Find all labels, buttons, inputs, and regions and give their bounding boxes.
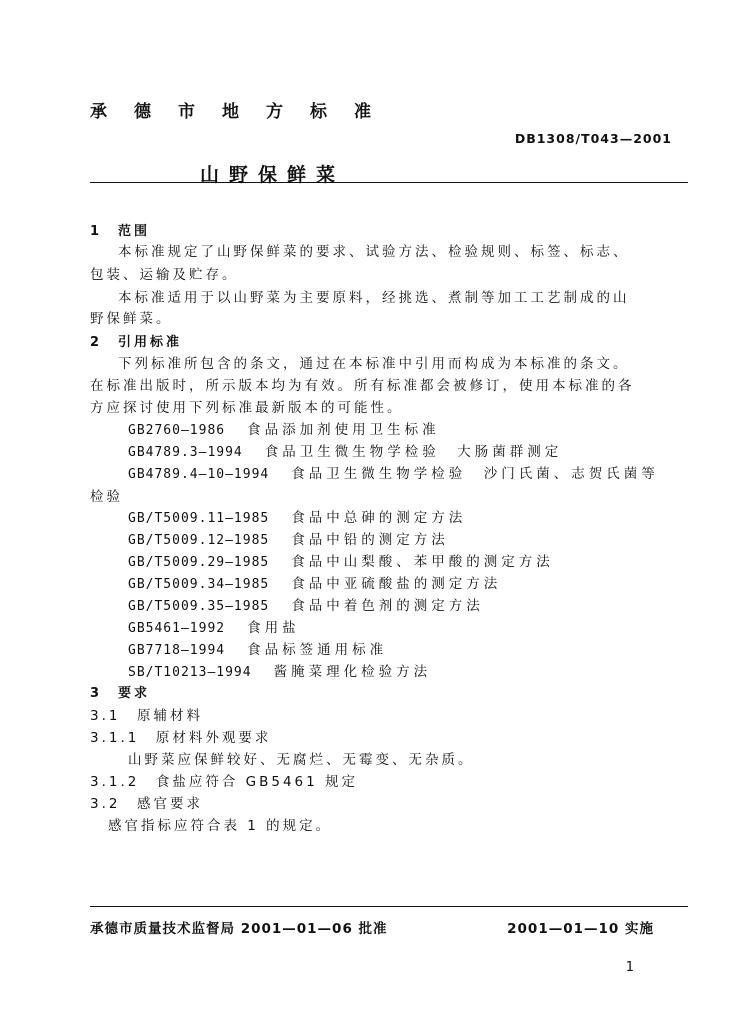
reference-item <box>128 418 440 438</box>
reference-item <box>128 462 659 482</box>
implementation-date: 2001—01—10 实施 <box>507 921 654 937</box>
section-3-2-heading: 3.2 感官要求 <box>90 796 203 812</box>
reference-name: 食品中铅的测定方法 <box>291 532 449 548</box>
reference-item <box>128 594 484 614</box>
reference-code: GB5461—1992 <box>128 621 226 636</box>
page-number: 1 <box>625 960 634 975</box>
section-1-paragraph-1-line-2: 包装、运输及贮存。 <box>90 267 239 283</box>
reference-code: GB2760—1986 <box>128 423 226 438</box>
section-3-1-heading: 3.1 原辅材料 <box>90 708 203 724</box>
section-1-paragraph-2-line-2: 野保鲜菜。 <box>90 311 173 327</box>
reference-item <box>128 528 449 548</box>
reference-item <box>128 572 501 592</box>
reference-item <box>128 660 431 680</box>
document-title: 山野保鲜菜 <box>200 164 346 186</box>
reference-code: SB/T10213—1994 <box>128 665 252 680</box>
section-2-paragraph-line-2: 在标准出版时，所示版本均为有效。所有标准都会被修订，使用本标准的各 <box>90 378 635 394</box>
reference-continuation: 检验 <box>90 489 123 505</box>
reference-code: GB/T5009.12—1985 <box>128 533 270 548</box>
reference-code: GB4789.3—1994 <box>128 445 243 460</box>
footer-divider <box>90 906 688 907</box>
issuing-authority: 承德市地方标准 <box>90 102 398 122</box>
reference-name: 食品标签通用标准 <box>247 642 388 658</box>
section-1-paragraph-2-line-1: 本标准适用于以山野菜为主要原料，经挑选、煮制等加工工艺制成的山 <box>118 290 630 306</box>
section-3-1-1-heading: 3.1.1 原材料外观要求 <box>90 730 272 746</box>
standard-number: DB1308/T043—2001 <box>514 131 672 146</box>
reference-item <box>128 550 554 570</box>
reference-name: 食品卫生微生物学检验 大肠菌群测定 <box>264 444 563 460</box>
reference-code: GB/T5009.34—1985 <box>128 577 270 592</box>
reference-name: 酱腌菜理化检验方法 <box>273 664 432 680</box>
section-1-paragraph-1-line-1: 本标准规定了山野保鲜菜的要求、试验方法、检验规则、标签、标志、 <box>118 244 630 260</box>
reference-item <box>128 440 562 460</box>
reference-name: 食品添加剂使用卫生标准 <box>247 422 440 438</box>
reference-name: 食品中着色剂的测定方法 <box>291 598 484 614</box>
reference-name: 食品卫生微生物学检验 沙门氏菌、志贺氏菌等 <box>291 466 659 482</box>
reference-item <box>128 638 387 658</box>
reference-code: GB7718—1994 <box>128 643 226 658</box>
section-2-paragraph-line-1: 下列标准所包含的条文，通过在本标准中引用而构成为本标准的条文。 <box>118 356 630 372</box>
section-3-heading: 3 要求 <box>90 686 151 701</box>
reference-item <box>128 506 466 526</box>
reference-name: 食用盐 <box>247 620 300 636</box>
reference-item <box>128 616 300 636</box>
section-1-heading: 1 范围 <box>90 224 151 239</box>
reference-name: 食品中总砷的测定方法 <box>291 510 467 526</box>
reference-code: GB/T5009.11—1985 <box>128 511 270 526</box>
section-3-1-1-text: 山野菜应保鲜较好、无腐烂、无霉变、无杂质。 <box>128 752 475 768</box>
header-divider <box>90 182 688 183</box>
reference-code: GB/T5009.35—1985 <box>128 599 270 614</box>
approval-statement: 承德市质量技术监督局 2001—01—06 批准 <box>90 921 388 937</box>
reference-code: GB/T5009.29—1985 <box>128 555 270 570</box>
reference-name: 食品中山梨酸、苯甲酸的测定方法 <box>291 554 554 570</box>
section-2-paragraph-line-3: 方应探讨使用下列标准最新版本的可能性。 <box>90 400 404 416</box>
reference-code: GB4789.4—10—1994 <box>128 467 270 482</box>
section-3-1-2-text: 3.1.2 食盐应符合 GB5461 规定 <box>90 774 359 790</box>
section-3-2-text: 感官指标应符合表 1 的规定。 <box>108 818 333 834</box>
reference-name: 食品中亚硫酸盐的测定方法 <box>291 576 502 592</box>
section-2-heading: 2 引用标准 <box>90 335 183 350</box>
